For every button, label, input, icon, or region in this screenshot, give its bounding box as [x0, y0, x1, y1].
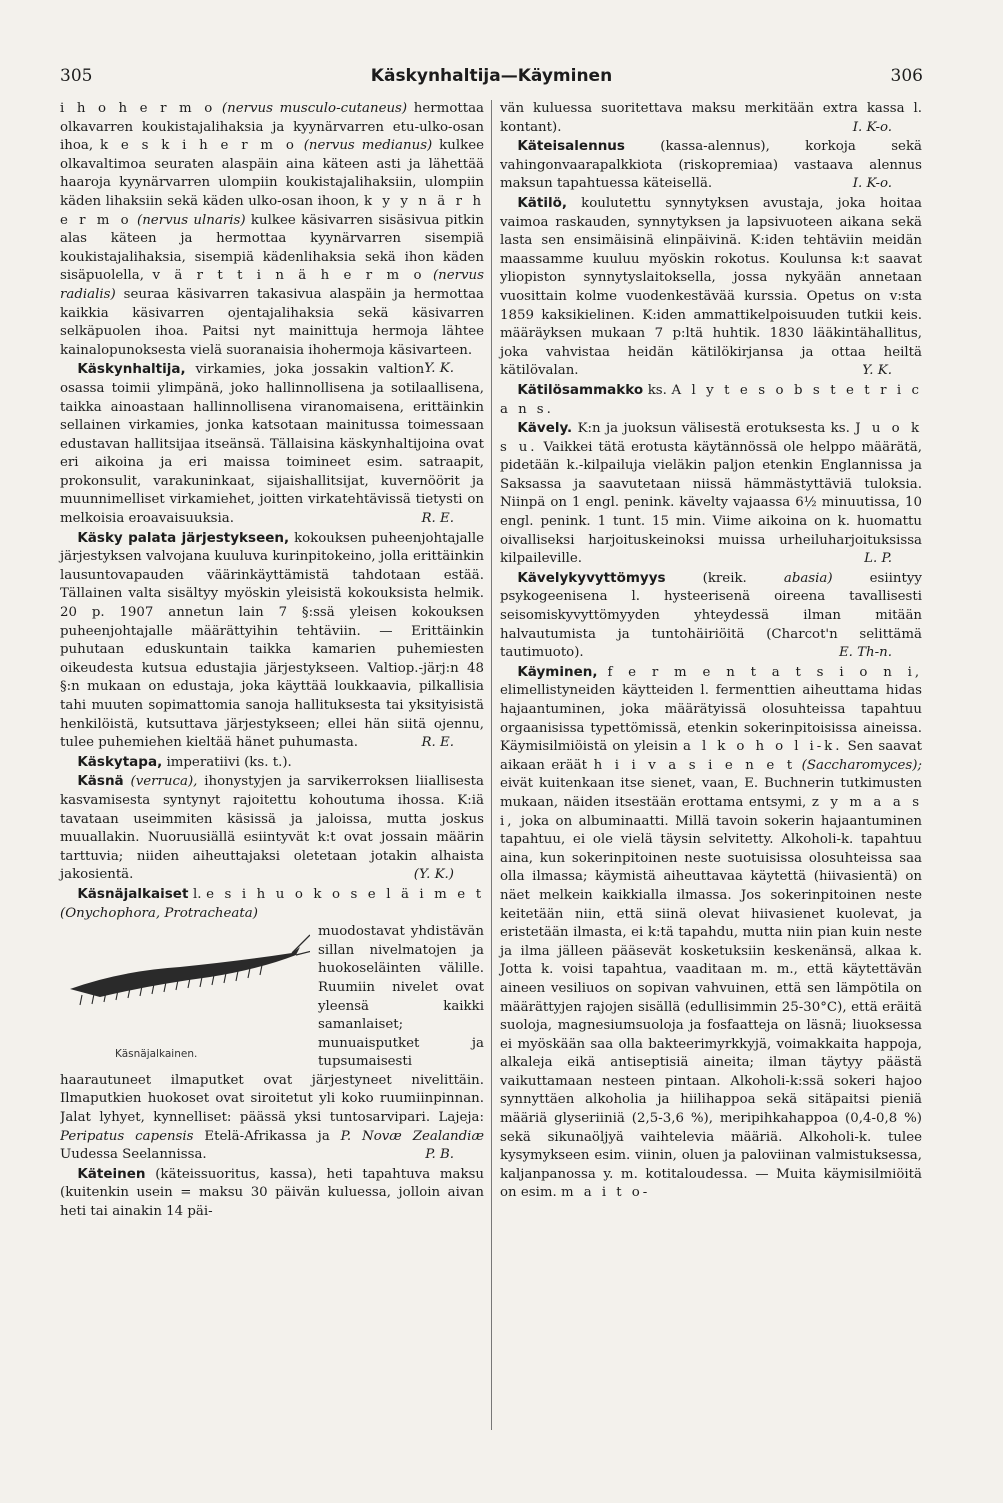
headword: Käteisalennus [517, 138, 625, 155]
entry-kateinen-continuation: vän kuluessa suoritettava maksu merkitään extra kassa l. kontant). I. K-o. [500, 100, 922, 137]
left-column [60, 100, 484, 1222]
entry-kasnajalkaiset-text: muodostavat yhdistävän sillan nivelmatojen ja huokoseläinten välille. Ruumiin nivelet ovat yleensä kaikki samanlaiset; munuaisputket ja tupsumaisesti haarautuneet ilmaputket ovat järjestyneet nivelittäin. Ilmaputkien huokoset ovat siroitetut yli koko ruumiinpinnan. Jalat lyhyet, kynnelliset: päässä yksi tuntosarvipari. Lajeja: Peripatus capensis Etelä-Afrikassa ja P. Novæ Zealandiæ Uudessa Seelannissa. P. B. [60, 923, 484, 1165]
headword: Käteinen [77, 1165, 146, 1182]
entry-kaskytapa: Käskytapa, imperatiivi (ks. t.). [77, 753, 292, 770]
headword: Käyminen, [517, 663, 598, 680]
signature: L. P. [864, 551, 892, 567]
signature: (Y. K.) [413, 867, 454, 883]
signature: Y. K. [862, 363, 892, 379]
right-column [500, 100, 922, 1203]
headword: Kävelykyvyttömyys [517, 569, 666, 586]
entry-katilo: Kätilö, koulutettu synnytyksen avustaja, joka hoitaa vaimoa raskauden, synnytyksen ja lapsivuoteen aikana sekä lasta sen ensimäisinä elinpäivinä. K:iden tehtäviin meidän maassamme kuuluu myöskin rokotus. Koulunsa k:t saavat yliopiston synnytyslaitoksella, jossa nykyään annetaan vuosittain kolme vuodenkestävää kurssia. Opetus on v:sta 1859 kaksikielinen. K:iden ammattikelpoisuuden tutkii keis. määräyksen mukaan 7 p:ltä huhtik. 1830 lääkintähallitus, joka vahvistaa heidän kätilökirjansa ja ottaa heiltä kätilövalan. Y. K. [500, 194, 922, 381]
headword: Käsky palata järjestykseen, [77, 529, 290, 546]
column-divider [491, 100, 492, 1430]
antenna-lower [296, 951, 310, 955]
entry-katilosammakko: Kätilösammakko ks. A l y t e s o b s t e t r i c a n s. [500, 381, 922, 417]
headword: Käsnäjalkaiset [77, 885, 189, 902]
headword: Käskynhaltija, [77, 361, 186, 378]
page-header [60, 66, 923, 88]
headword: Käsnä [77, 773, 124, 790]
worm-body [70, 947, 300, 997]
entry-kasnajalkaiset: Käsnäjalkaiset l. e s i h u o k o s e l ä i m e t (Onychophora, Protracheata) [60, 885, 484, 921]
page-number-left: 305 [60, 66, 93, 86]
entry-kaskynhaltija: Käskynhaltija, virkamies, joka jossakin valtion osassa toimii ylimpänä, joko hallinnollisena ja sotilaallisena, taikka ainoastaan hallinnollisena viranomaisena, erittäinkin sellainen virkamies, jonka katsotaan mainitussa toimessaan edustavan hallitsijaa itseänsä. Tällaisina käskynhaltijoina ovat eri aikoina ja eri maissa toimineet esim. satraapit, prokonsulit, varakuninkaat, sijaishallitsijat, kuvernöörit ja muunnimelliset virkamiehet, joitten virkatehtävissä tietysti on melkoisia eroavaisuuksia. R. E. [60, 360, 484, 528]
signature: I. K-o. [852, 119, 892, 135]
velvet-worm-illustration [60, 923, 310, 1063]
headword: Käskytapa, [77, 753, 163, 770]
entry-kavely: Kävely. K:n ja juoksun välisestä erotuksesta ks. J u o k s u. Vaikkei tätä erotusta käytännössä ole helppo määrätä, pidetään k.-kilpailuja vieläkin paljon etenkin Englannissa ja Saksassa ja saavutetaan niissä hämmästyttäviä tuloksia. Niinpä on 1 engl. penink. kävelty vajaassa 6½ minuutissa, 10 engl. penink. 1 tunt. 15 min. Viime aikoina on k. huomattu oivalliseksi harjoituskeinoksi muissa urheiluharjoituksissa kilpaileville. L. P. [500, 419, 922, 569]
entry-kayminen: Käyminen, f e r m e n t a t s i o n i, elimellistyneiden käytteiden l. fermenttien aiheuttama hidas hajaantuminen, joka määrätyissä olosuhteissa tapahtuu orgaanisissa typettömissä, etenkin sokerinpitoisissa aineissa. Käymisilmiöistä on yleisin a l k o h o l i-k. Sen saavat aikaan eräät h i i v a s i e n e t (Saccharomyces); eivät kuitenkaan itse sienet, vaan, E. Buchnerin tutkimusten mukaan, näiden itsestään erottama entsymi, z y m a a s i, joka on albuminaatti. Millä tavoin sokerin hajaantuminen tapahtuu, ei ole vielä täysin selvitetty. Alkoholi-k. tapahtuu aina, kun sokerinpitoinen neste suotuisissa olosuhteissa saa olla ilmassa; käymistä aiheuttavaa käytettä (hiivasientä) on näet melkein kaikkialla ilmassa. Jos sokerinpitoinen neste keitetään niin, että siinä olevat hiivasienet kuolevat, ja eristetään ilmasta, ei k:tä tapahdu, mutta niin pian kuin neste ja ilma jälleen pääsevät kosketuksiin keskenänsä, alkaa k. Jotta k. voisi tapahtua, vaaditaan m. m., että käytettävän aineen vesiliuos on sopivan vahvuinen, että sen lämpötila on määrättyjen rajojen sisällä (edullisimmin 25-30°C), että eräitä suoloja, magnesiumsuoloja ja fosfaatteja on läsnä; liuoksessa ei myöskään saa olla bakteerimyrkkyjä, voimakkaita happoja, alkaleja eikä antiseptisiä aineita; ilman täytyy päästä vaikuttamaan nesteen pintaan. Alkoholi-k:ssä sokeri hajoo synnyttäen alkoholia ja hiilihappoa sekä sitäpaitsi pieniä määriä glyseriiniä (2,5-3,6 %), meripihkahappoa (0,4-0,8 %) sekä sikunaöljyä vaihtelevia määriä. Alkoholi-k. tulee kysymykseen esim. viinin, oluen ja paloviinan valmistuksessa, kaljanpanossa y. m. kotitaloudessa. — Muita käymisilmiöitä on esim. m a i t o- [500, 663, 923, 1201]
running-title: Käskynhaltija—Käyminen [370, 66, 613, 86]
entry-kasna: Käsnä (verruca), ihonystyjen ja sarvikerroksen liiallisesta kasvamisesta syntynyt rajoitettu kohoutuma ihossa. K:iä tavataan useimmiten käsissä ja jaloissa, mutta joskus muuallakin. Nuoruusiällä esiintyvät k:t ovat jossain määrin tarttuvia; niiden aiheuttajaksi oletetaan jotakin alhaista jakosientä. (Y. K.) [60, 772, 484, 885]
onychophora-figure [60, 923, 310, 1063]
entry-continuation-nerves: i h o h e r m o (nervus musculo-cutaneus) hermottaa olkavarren koukistajalihaksia ja kyynärvarren etu-ulko-osan ihoa, k e s k i h e r m o (nervus medianus) kulkee olkavaltimoa seuraten alaspäin aina käteen asti ja lähettää haaroja kyynärvarren ulompiin koukistajalihaksiin, ulompiin käden lihaksiin sekä käden ulko-osan ihoon, k y y n ä r h e r m o (nervus ulnaris) kulkee käsivarren sisäsivua pitkin alas käteen ja hermottaa kyynärvarren sisempiä koukistajalihaksia, sisempiä kädenlihaksia sekä ihon käden sisäpuolella, v ä r t t i n ä h e r m o (nervus radialis) seuraa käsivarren takasivua alaspäin ja hermottaa kaikkia käsivarren ojentajalihaksia sekä käsivarren selkäpuolen ihoa. Paitsi nyt mainittuja hermoja lähtee kainalopunoksesta vielä suoranaisia ihohermoja käsivarteen. Y. K. [60, 100, 484, 360]
signature: R. E. [421, 735, 454, 751]
entry-kasky-palata: Käsky palata järjestykseen, kokouksen puheenjohtajalle järjestyksen valvojana kuuluva kurinpitokeino, jolla erittäinkin lausuntovapauden väärinkäyttämistä tahdotaan estää. Tällainen valta sisältyy myöskin yleisistä kokouksista helmik. 20 p. 1907 annetun lain 7 §:ssä yleisen kokouksen puheenjohtajalle määrättyihin tehtäviin. — Erittäinkin puhutaan eduskuntain taikka kamarien puhemiesten oikeudesta kutsua edustajia järjestykseen. Valtiop.-järj:n 48 §:n mukaan on edustaja, joka käyttää loukkaavia, pilkallisia tahi muuten sopimattomia sanoja hallituksesta tai yksityisistä henkilöistä, kutsuttava järjestykseen; ellei hän siitä ojennu, tulee puhemiehen kieltää hänet puhumasta. R. E. [60, 529, 484, 753]
signature: R. E. [421, 511, 454, 527]
entry-kavelykyvyttomyys: Kävelykyvyttömyys (kreik. abasia) esiintyy psykogeenisena l. hysteerisenä oireena tavallisesti seisomiskyvyttömyyden yhteydessä ilman mitään halvautumista ja tuntohäiriöitä (Charcot'n selittämä tautimuoto). E. Th-n. [500, 569, 922, 663]
signature: I. K-o. [852, 176, 892, 192]
signature: E. Th-n. [838, 645, 892, 661]
signature: P. B. [425, 1147, 454, 1163]
antenna-upper [292, 935, 310, 953]
headword: Kätilösammakko [517, 381, 644, 398]
entry-kateisalennus: Käteisalennus (kassa-alennus), korkoja sekä vahingonvaarapalkkiota (riskopremiaa) vastaava alennus maksun tapahtuessa käteisellä. I. K-o. [500, 137, 922, 194]
page-number-right: 306 [890, 66, 923, 86]
entry-kateinen: Käteinen (käteissuoritus, kassa), heti tapahtuva maksu (kuitenkin usein = maksu 30 päivän kuluessa, jolloin aivan heti tai ainakin 14 päi- [60, 1165, 484, 1220]
signature: Y. K. [424, 361, 454, 377]
figure-row [60, 923, 484, 1165]
headword: Kävely. [517, 420, 573, 437]
figure-caption: Käsnäjalkainen. [115, 1048, 198, 1061]
headword: Kätilö, [517, 194, 568, 211]
